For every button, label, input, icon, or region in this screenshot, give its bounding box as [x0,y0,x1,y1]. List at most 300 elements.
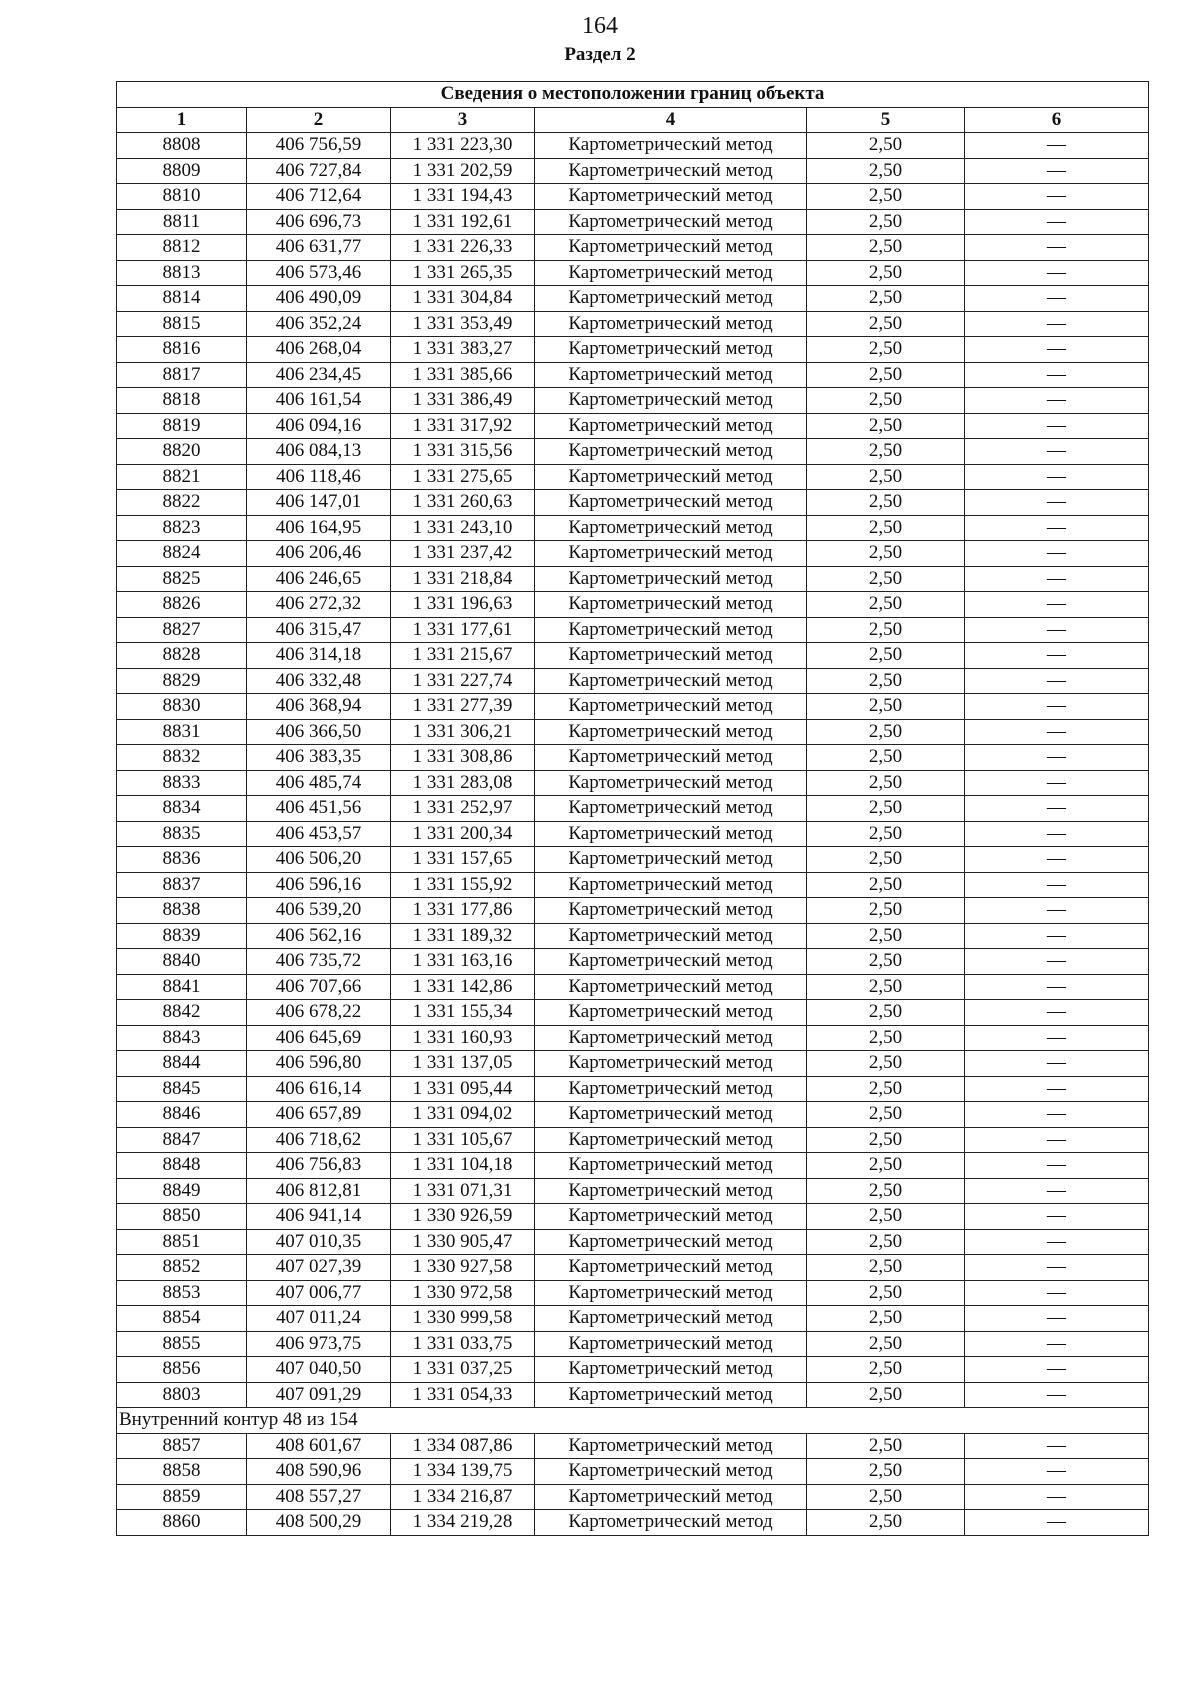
method-cell: Картометрический метод [535,439,807,465]
y-coordinate-cell: 1 331 037,25 [391,1357,535,1383]
table-row [117,490,1149,516]
y-coordinate-cell: 1 331 306,21 [391,719,535,745]
x-coordinate-cell: 406 368,94 [247,694,391,720]
table-row [117,235,1149,261]
x-coordinate-cell: 406 631,77 [247,235,391,261]
y-coordinate-cell: 1 331 192,61 [391,209,535,235]
table-caption: Сведения о местоположении границ объекта [117,82,1149,108]
note-cell: — [965,847,1149,873]
y-coordinate-cell: 1 331 163,16 [391,949,535,975]
note-cell: — [965,1255,1149,1281]
x-coordinate-cell: 406 118,46 [247,464,391,490]
method-cell: Картометрический метод [535,413,807,439]
point-number-cell: 8826 [117,592,247,618]
x-coordinate-cell: 408 500,29 [247,1510,391,1536]
y-coordinate-cell: 1 331 054,33 [391,1382,535,1408]
accuracy-cell: 2,50 [807,490,965,516]
note-cell: — [965,1127,1149,1153]
accuracy-cell: 2,50 [807,847,965,873]
method-cell: Картометрический метод [535,1102,807,1128]
table-row [117,1153,1149,1179]
point-number-cell: 8838 [117,898,247,924]
method-cell: Картометрический метод [535,133,807,159]
table-row [117,1306,1149,1332]
accuracy-cell: 2,50 [807,413,965,439]
method-cell: Картометрический метод [535,617,807,643]
table-row [117,770,1149,796]
point-number-cell: 8851 [117,1229,247,1255]
table-row [117,260,1149,286]
y-coordinate-cell: 1 331 142,86 [391,974,535,1000]
accuracy-cell: 2,50 [807,694,965,720]
point-number-cell: 8819 [117,413,247,439]
point-number-cell: 8852 [117,1255,247,1281]
table-row [117,1510,1149,1536]
point-number-cell: 8840 [117,949,247,975]
y-coordinate-cell: 1 331 383,27 [391,337,535,363]
x-coordinate-cell: 406 383,35 [247,745,391,771]
table-row [117,133,1149,159]
point-number-cell: 8813 [117,260,247,286]
method-cell: Картометрический метод [535,1459,807,1485]
y-coordinate-cell: 1 331 218,84 [391,566,535,592]
accuracy-cell: 2,50 [807,311,965,337]
y-coordinate-cell: 1 331 223,30 [391,133,535,159]
method-cell: Картометрический метод [535,1025,807,1051]
point-number-cell: 8847 [117,1127,247,1153]
y-coordinate-cell: 1 331 200,34 [391,821,535,847]
x-coordinate-cell: 406 268,04 [247,337,391,363]
table-row [117,796,1149,822]
x-coordinate-cell: 406 451,56 [247,796,391,822]
method-cell: Картометрический метод [535,745,807,771]
table-row [117,541,1149,567]
accuracy-cell: 2,50 [807,158,965,184]
point-number-cell: 8829 [117,668,247,694]
x-coordinate-cell: 406 161,54 [247,388,391,414]
note-cell: — [965,439,1149,465]
x-coordinate-cell: 407 006,77 [247,1280,391,1306]
note-cell: — [965,311,1149,337]
x-coordinate-cell: 406 490,09 [247,286,391,312]
accuracy-cell: 2,50 [807,1459,965,1485]
method-cell: Картометрический метод [535,515,807,541]
method-cell: Картометрический метод [535,796,807,822]
method-cell: Картометрический метод [535,1484,807,1510]
point-number-cell: 8846 [117,1102,247,1128]
table-row [117,439,1149,465]
method-cell: Картометрический метод [535,847,807,873]
accuracy-cell: 2,50 [807,1051,965,1077]
table-row [117,643,1149,669]
point-number-cell: 8834 [117,796,247,822]
note-cell: — [965,1178,1149,1204]
point-number-cell: 8809 [117,158,247,184]
x-coordinate-cell: 406 366,50 [247,719,391,745]
y-coordinate-cell: 1 331 283,08 [391,770,535,796]
accuracy-cell: 2,50 [807,1510,965,1536]
accuracy-cell: 2,50 [807,668,965,694]
y-coordinate-cell: 1 331 105,67 [391,1127,535,1153]
note-cell: — [965,566,1149,592]
accuracy-cell: 2,50 [807,923,965,949]
point-number-cell: 8827 [117,617,247,643]
accuracy-cell: 2,50 [807,1280,965,1306]
accuracy-cell: 2,50 [807,592,965,618]
table-row [117,1051,1149,1077]
accuracy-cell: 2,50 [807,464,965,490]
x-coordinate-cell: 406 206,46 [247,541,391,567]
method-cell: Картометрический метод [535,1229,807,1255]
y-coordinate-cell: 1 331 202,59 [391,158,535,184]
point-number-cell: 8817 [117,362,247,388]
accuracy-cell: 2,50 [807,260,965,286]
x-coordinate-cell: 406 094,16 [247,413,391,439]
y-coordinate-cell: 1 331 317,92 [391,413,535,439]
accuracy-cell: 2,50 [807,362,965,388]
y-coordinate-cell: 1 331 157,65 [391,847,535,873]
table-row [117,847,1149,873]
method-cell: Картометрический метод [535,719,807,745]
x-coordinate-cell: 406 352,24 [247,311,391,337]
point-number-cell: 8837 [117,872,247,898]
point-number-cell: 8822 [117,490,247,516]
accuracy-cell: 2,50 [807,898,965,924]
accuracy-cell: 2,50 [807,1178,965,1204]
y-coordinate-cell: 1 334 219,28 [391,1510,535,1536]
y-coordinate-cell: 1 330 972,58 [391,1280,535,1306]
note-cell: — [965,184,1149,210]
y-coordinate-cell: 1 331 275,65 [391,464,535,490]
table-row [117,898,1149,924]
method-cell: Картометрический метод [535,184,807,210]
x-coordinate-cell: 406 573,46 [247,260,391,286]
accuracy-cell: 2,50 [807,1382,965,1408]
point-number-cell: 8848 [117,1153,247,1179]
table-row [117,1102,1149,1128]
method-cell: Картометрический метод [535,388,807,414]
x-coordinate-cell: 406 562,16 [247,923,391,949]
table-row [117,1178,1149,1204]
point-number-cell: 8849 [117,1178,247,1204]
point-number-cell: 8821 [117,464,247,490]
accuracy-cell: 2,50 [807,184,965,210]
y-coordinate-cell: 1 331 265,35 [391,260,535,286]
x-coordinate-cell: 407 011,24 [247,1306,391,1332]
column-header: 1 [117,107,247,133]
method-cell: Картометрический метод [535,1433,807,1459]
method-cell: Картометрический метод [535,362,807,388]
point-number-cell: 8854 [117,1306,247,1332]
note-cell: — [965,745,1149,771]
method-cell: Картометрический метод [535,1076,807,1102]
y-coordinate-cell: 1 331 071,31 [391,1178,535,1204]
method-cell: Картометрический метод [535,1178,807,1204]
accuracy-cell: 2,50 [807,617,965,643]
x-coordinate-cell: 406 696,73 [247,209,391,235]
note-cell: — [965,1153,1149,1179]
accuracy-cell: 2,50 [807,745,965,771]
note-cell: — [965,260,1149,286]
table-row [117,1204,1149,1230]
accuracy-cell: 2,50 [807,1076,965,1102]
note-cell: — [965,1306,1149,1332]
table-row [117,1382,1149,1408]
point-number-cell: 8812 [117,235,247,261]
point-number-cell: 8835 [117,821,247,847]
y-coordinate-cell: 1 334 139,75 [391,1459,535,1485]
accuracy-cell: 2,50 [807,821,965,847]
method-cell: Картометрический метод [535,286,807,312]
column-header: 5 [807,107,965,133]
x-coordinate-cell: 406 596,80 [247,1051,391,1077]
note-cell: — [965,413,1149,439]
y-coordinate-cell: 1 331 033,75 [391,1331,535,1357]
method-cell: Картометрический метод [535,464,807,490]
x-coordinate-cell: 406 485,74 [247,770,391,796]
accuracy-cell: 2,50 [807,1025,965,1051]
note-cell: — [965,592,1149,618]
x-coordinate-cell: 406 596,16 [247,872,391,898]
y-coordinate-cell: 1 331 243,10 [391,515,535,541]
method-cell: Картометрический метод [535,1255,807,1281]
x-coordinate-cell: 408 590,96 [247,1459,391,1485]
column-number-row [117,107,1149,133]
note-cell: — [965,388,1149,414]
table-row [117,694,1149,720]
y-coordinate-cell: 1 331 260,63 [391,490,535,516]
method-cell: Картометрический метод [535,821,807,847]
point-number-cell: 8824 [117,541,247,567]
y-coordinate-cell: 1 331 227,74 [391,668,535,694]
accuracy-cell: 2,50 [807,770,965,796]
x-coordinate-cell: 407 091,29 [247,1382,391,1408]
y-coordinate-cell: 1 331 189,32 [391,923,535,949]
x-coordinate-cell: 406 756,83 [247,1153,391,1179]
point-number-cell: 8811 [117,209,247,235]
note-cell: — [965,464,1149,490]
table-row [117,1229,1149,1255]
note-cell: — [965,362,1149,388]
table-row [117,1280,1149,1306]
y-coordinate-cell: 1 331 304,84 [391,286,535,312]
method-cell: Картометрический метод [535,1357,807,1383]
accuracy-cell: 2,50 [807,515,965,541]
table-row [117,745,1149,771]
accuracy-cell: 2,50 [807,439,965,465]
page-number: 164 [582,13,618,39]
method-cell: Картометрический метод [535,337,807,363]
x-coordinate-cell: 406 506,20 [247,847,391,873]
point-number-cell: 8830 [117,694,247,720]
method-cell: Картометрический метод [535,1204,807,1230]
method-cell: Картометрический метод [535,1127,807,1153]
accuracy-cell: 2,50 [807,974,965,1000]
accuracy-cell: 2,50 [807,286,965,312]
method-cell: Картометрический метод [535,898,807,924]
section-title: Раздел 2 [564,44,636,65]
method-cell: Картометрический метод [535,643,807,669]
note-cell: — [965,949,1149,975]
y-coordinate-cell: 1 331 277,39 [391,694,535,720]
y-coordinate-cell: 1 331 252,97 [391,796,535,822]
note-cell: — [965,1000,1149,1026]
table-row [117,1331,1149,1357]
note-cell: — [965,515,1149,541]
point-number-cell: 8856 [117,1357,247,1383]
note-cell: — [965,1051,1149,1077]
point-number-cell: 8832 [117,745,247,771]
table-row [117,286,1149,312]
accuracy-cell: 2,50 [807,235,965,261]
note-cell: — [965,1229,1149,1255]
method-cell: Картометрический метод [535,1153,807,1179]
accuracy-cell: 2,50 [807,1204,965,1230]
table-row [117,719,1149,745]
table-row [117,1000,1149,1026]
note-cell: — [965,1331,1149,1357]
y-coordinate-cell: 1 331 308,86 [391,745,535,771]
method-cell: Картометрический метод [535,541,807,567]
y-coordinate-cell: 1 331 137,05 [391,1051,535,1077]
accuracy-cell: 2,50 [807,1000,965,1026]
method-cell: Картометрический метод [535,1510,807,1536]
table-row [117,592,1149,618]
note-cell: — [965,821,1149,847]
method-cell: Картометрический метод [535,770,807,796]
note-cell: — [965,898,1149,924]
point-number-cell: 8828 [117,643,247,669]
table-row [117,184,1149,210]
y-coordinate-cell: 1 331 215,67 [391,643,535,669]
note-cell: — [965,286,1149,312]
x-coordinate-cell: 406 756,59 [247,133,391,159]
method-cell: Картометрический метод [535,1331,807,1357]
x-coordinate-cell: 407 027,39 [247,1255,391,1281]
point-number-cell: 8836 [117,847,247,873]
method-cell: Картометрический метод [535,1382,807,1408]
note-cell: — [965,541,1149,567]
accuracy-cell: 2,50 [807,1229,965,1255]
table-row [117,337,1149,363]
point-number-cell: 8860 [117,1510,247,1536]
y-coordinate-cell: 1 331 315,56 [391,439,535,465]
x-coordinate-cell: 406 332,48 [247,668,391,694]
accuracy-cell: 2,50 [807,1255,965,1281]
point-number-cell: 8831 [117,719,247,745]
table-row [117,158,1149,184]
y-coordinate-cell: 1 331 385,66 [391,362,535,388]
method-cell: Картометрический метод [535,949,807,975]
table-row [117,1433,1149,1459]
y-coordinate-cell: 1 331 104,18 [391,1153,535,1179]
method-cell: Картометрический метод [535,260,807,286]
point-number-cell: 8844 [117,1051,247,1077]
method-cell: Картометрический метод [535,872,807,898]
table-row [117,617,1149,643]
point-number-cell: 8803 [117,1382,247,1408]
note-cell: — [965,1459,1149,1485]
accuracy-cell: 2,50 [807,566,965,592]
table-row [117,1025,1149,1051]
x-coordinate-cell: 406 539,20 [247,898,391,924]
note-cell: — [965,796,1149,822]
note-cell: — [965,923,1149,949]
method-cell: Картометрический метод [535,668,807,694]
y-coordinate-cell: 1 331 155,34 [391,1000,535,1026]
point-number-cell: 8853 [117,1280,247,1306]
point-number-cell: 8825 [117,566,247,592]
y-coordinate-cell: 1 330 927,58 [391,1255,535,1281]
x-coordinate-cell: 406 314,18 [247,643,391,669]
note-cell: — [965,1510,1149,1536]
table-row [117,311,1149,337]
y-coordinate-cell: 1 331 386,49 [391,388,535,414]
accuracy-cell: 2,50 [807,1102,965,1128]
note-cell: — [965,158,1149,184]
x-coordinate-cell: 406 941,14 [247,1204,391,1230]
y-coordinate-cell: 1 331 226,33 [391,235,535,261]
x-coordinate-cell: 407 010,35 [247,1229,391,1255]
method-cell: Картометрический метод [535,209,807,235]
contour-heading: Внутренний контур 48 из 154 [117,1408,1149,1434]
table-row [117,464,1149,490]
note-cell: — [965,770,1149,796]
accuracy-cell: 2,50 [807,1153,965,1179]
table-row [117,1076,1149,1102]
y-coordinate-cell: 1 330 926,59 [391,1204,535,1230]
x-coordinate-cell: 406 727,84 [247,158,391,184]
y-coordinate-cell: 1 331 095,44 [391,1076,535,1102]
column-header: 2 [247,107,391,133]
y-coordinate-cell: 1 334 216,87 [391,1484,535,1510]
note-cell: — [965,668,1149,694]
table-row [117,566,1149,592]
accuracy-cell: 2,50 [807,1306,965,1332]
table-row [117,515,1149,541]
boundary-coordinates-table [116,81,1149,1536]
x-coordinate-cell: 408 601,67 [247,1433,391,1459]
point-number-cell: 8839 [117,923,247,949]
y-coordinate-cell: 1 331 094,02 [391,1102,535,1128]
table-row [117,362,1149,388]
accuracy-cell: 2,50 [807,1127,965,1153]
point-number-cell: 8850 [117,1204,247,1230]
y-coordinate-cell: 1 331 237,42 [391,541,535,567]
note-cell: — [965,694,1149,720]
note-cell: — [965,1382,1149,1408]
x-coordinate-cell: 406 246,65 [247,566,391,592]
x-coordinate-cell: 406 234,45 [247,362,391,388]
point-number-cell: 8810 [117,184,247,210]
note-cell: — [965,1025,1149,1051]
note-cell: — [965,1484,1149,1510]
table-row [117,1484,1149,1510]
y-coordinate-cell: 1 330 999,58 [391,1306,535,1332]
y-coordinate-cell: 1 331 160,93 [391,1025,535,1051]
method-cell: Картометрический метод [535,235,807,261]
x-coordinate-cell: 406 712,64 [247,184,391,210]
table-row [117,1459,1149,1485]
y-coordinate-cell: 1 331 194,43 [391,184,535,210]
table-row [117,209,1149,235]
x-coordinate-cell: 406 272,32 [247,592,391,618]
table-row [117,949,1149,975]
note-cell: — [965,209,1149,235]
x-coordinate-cell: 406 616,14 [247,1076,391,1102]
y-coordinate-cell: 1 331 155,92 [391,872,535,898]
method-cell: Картометрический метод [535,1051,807,1077]
